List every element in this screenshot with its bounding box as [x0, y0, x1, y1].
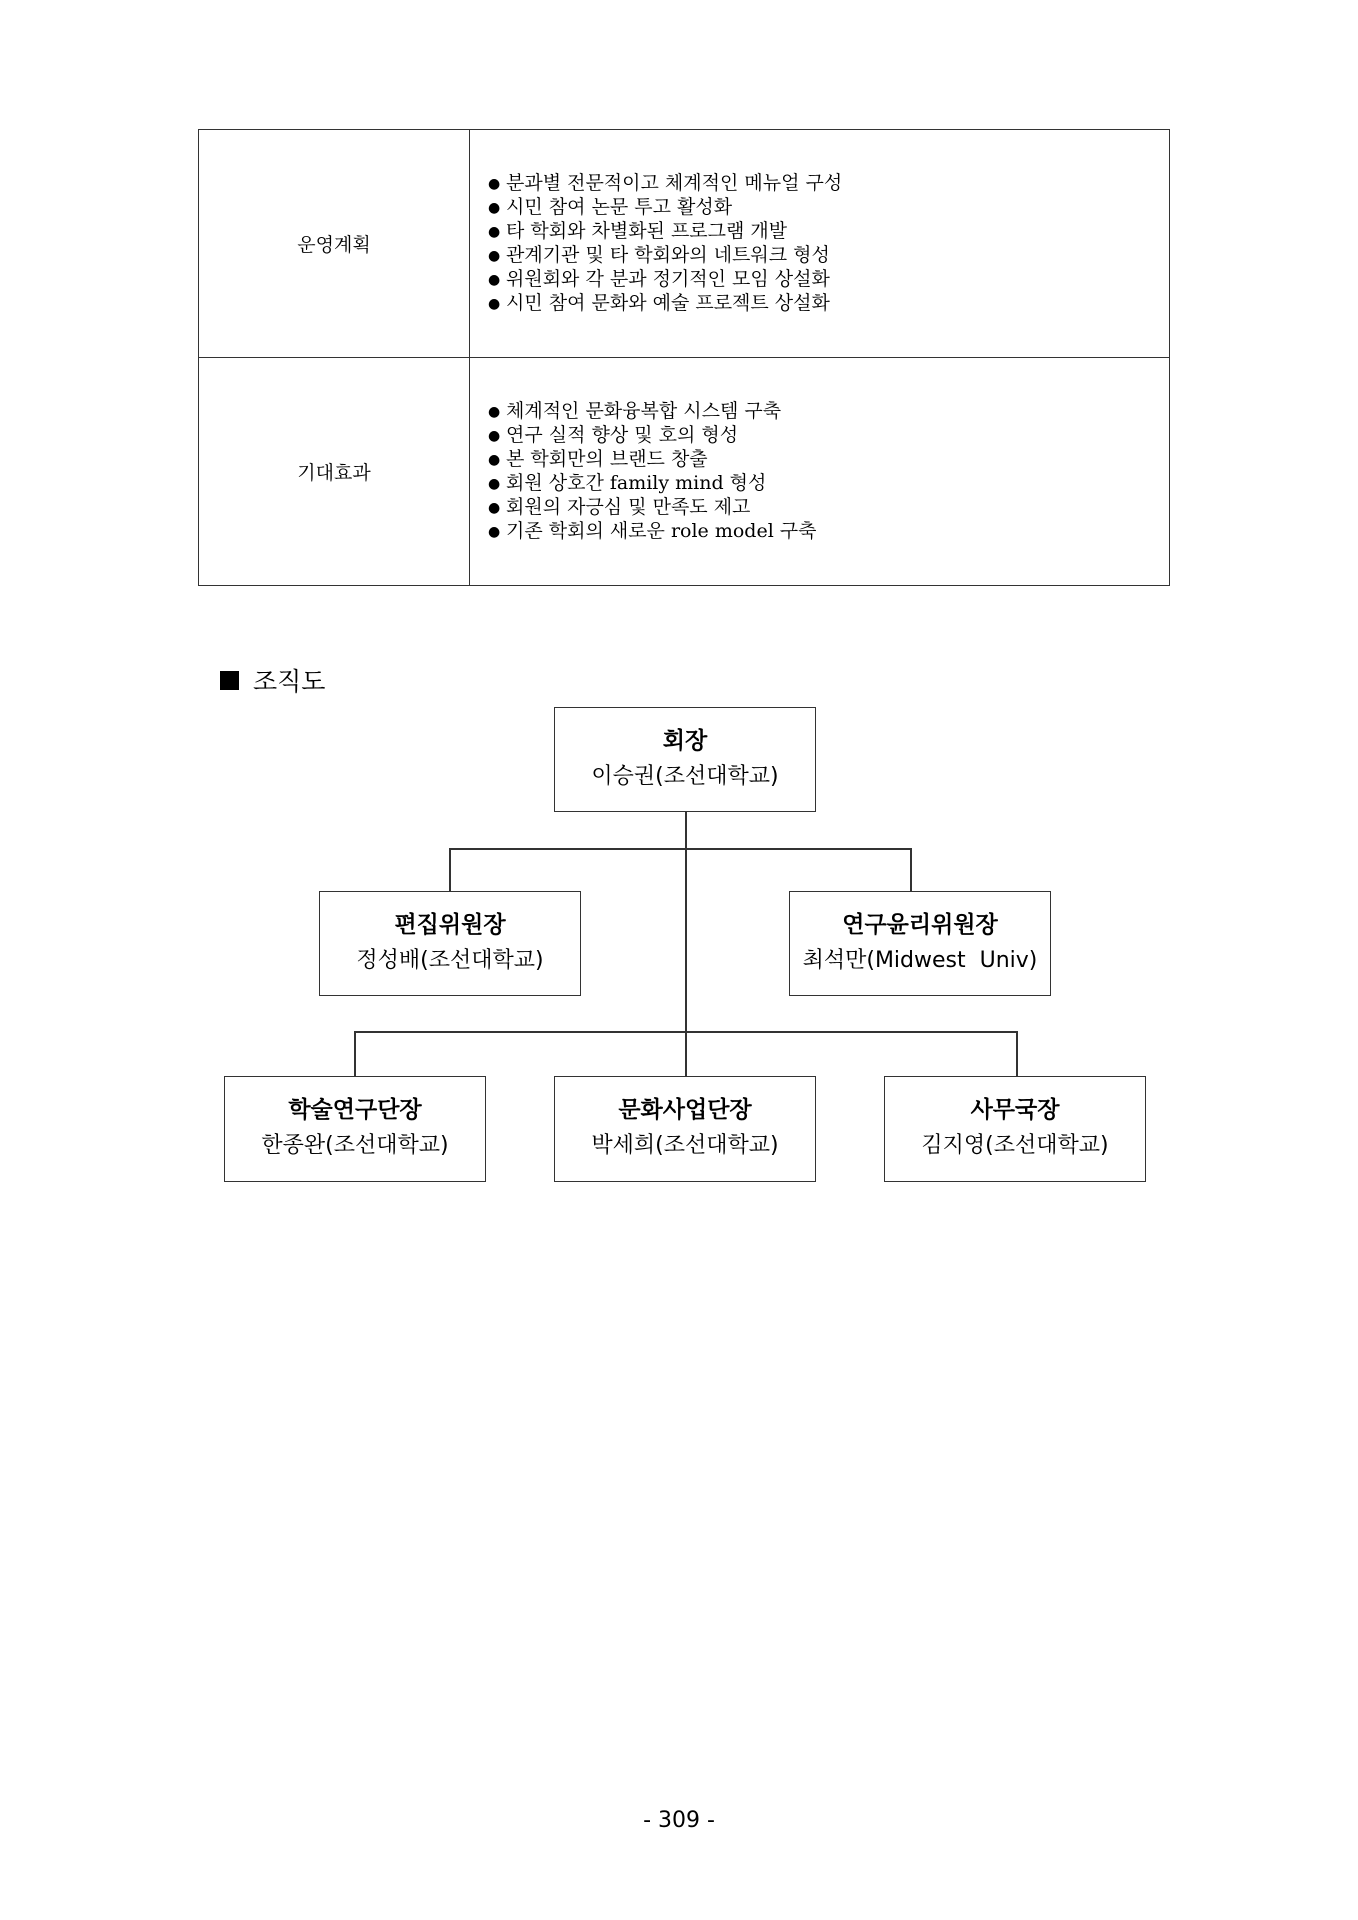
secretary-box: [884, 1076, 1146, 1182]
list-item: ● 분과별 전문적이고 체계적인 메뉴얼 구성: [488, 171, 843, 194]
role-title: 사무국장: [970, 1097, 1060, 1123]
connector-line: [685, 1031, 687, 1076]
list-item: ● 타 학회와 차별화된 프로그램 개발: [488, 219, 788, 242]
role-title: 학술연구단장: [288, 1097, 422, 1123]
page-number: - 309 -: [643, 1808, 715, 1833]
connector-line: [449, 848, 451, 891]
list-item: ● 체계적인 문화융복합 시스템 구축: [488, 399, 782, 422]
section-heading: [220, 662, 325, 698]
bullet-icon: ●: [488, 475, 501, 492]
table-row: [199, 130, 1170, 358]
role-title: 회장: [662, 727, 708, 754]
person-name: 한종완(조선대학교): [261, 1133, 449, 1158]
list-item: ● 관계기관 및 타 학회와의 네트워크 형성: [488, 243, 830, 266]
connector-line: [354, 1031, 1018, 1033]
role-title: 연구윤리위원장: [842, 911, 998, 938]
person-name: 이승권(조선대학교): [591, 763, 779, 789]
person-name: 김지영(조선대학교): [921, 1133, 1109, 1158]
person-name: 정성배(조선대학교): [356, 947, 544, 973]
bullet-icon: ●: [488, 247, 501, 264]
bullet-icon: ●: [488, 427, 501, 444]
bullet-icon: ●: [488, 199, 501, 216]
list-item: ● 시민 참여 논문 투고 활성화: [488, 195, 733, 218]
list-item: ● 기존 학회의 새로운 role model 구축: [488, 519, 817, 542]
research-box: [224, 1076, 486, 1182]
list-item: ● 연구 실적 향상 및 호의 형성: [488, 423, 739, 446]
list-item: ● 위원회와 각 분과 정기적인 모임 상설화: [488, 267, 830, 290]
row-label-plan: 운영계획: [199, 130, 470, 358]
list-item: ● 회원 상호간 family mind 형성: [488, 471, 767, 494]
bullet-icon: ●: [488, 403, 501, 420]
plan-effects-table: [198, 129, 1170, 586]
row-label-effects: 기대효과: [199, 358, 470, 586]
bullet-icon: ●: [488, 523, 501, 540]
president-box: [554, 707, 816, 812]
list-item: ● 회원의 자긍심 및 만족도 제고: [488, 495, 751, 518]
connector-line: [685, 811, 687, 1032]
plan-list: [488, 172, 1169, 316]
section-title-text: 조직도: [253, 667, 326, 696]
bullet-icon: ●: [488, 499, 501, 516]
bullet-icon: ●: [488, 295, 501, 312]
bullet-icon: ●: [488, 451, 501, 468]
connector-line: [1016, 1031, 1018, 1076]
connector-line: [449, 848, 912, 850]
role-title: 편집위원장: [394, 911, 506, 938]
bullet-icon: ●: [488, 223, 501, 240]
table-row: [199, 358, 1170, 586]
effects-list: [488, 400, 1169, 544]
person-name: 최석만(Midwest Univ): [802, 947, 1038, 973]
list-item: ● 본 학회만의 브랜드 창출: [488, 447, 708, 470]
list-item: ● 시민 참여 문화와 예술 프로젝트 상설화: [488, 291, 830, 314]
bullet-icon: ●: [488, 271, 501, 288]
culture-box: [554, 1076, 816, 1182]
connector-line: [910, 848, 912, 891]
ethics-box: [789, 891, 1051, 996]
connector-line: [354, 1031, 356, 1076]
role-title: 문화사업단장: [618, 1097, 752, 1123]
square-bullet-icon: [220, 671, 239, 690]
editor-box: [319, 891, 581, 996]
person-name: 박세희(조선대학교): [591, 1133, 779, 1158]
row-content-effects: [470, 358, 1170, 586]
row-content-plan: [470, 130, 1170, 358]
bullet-icon: ●: [488, 175, 501, 192]
